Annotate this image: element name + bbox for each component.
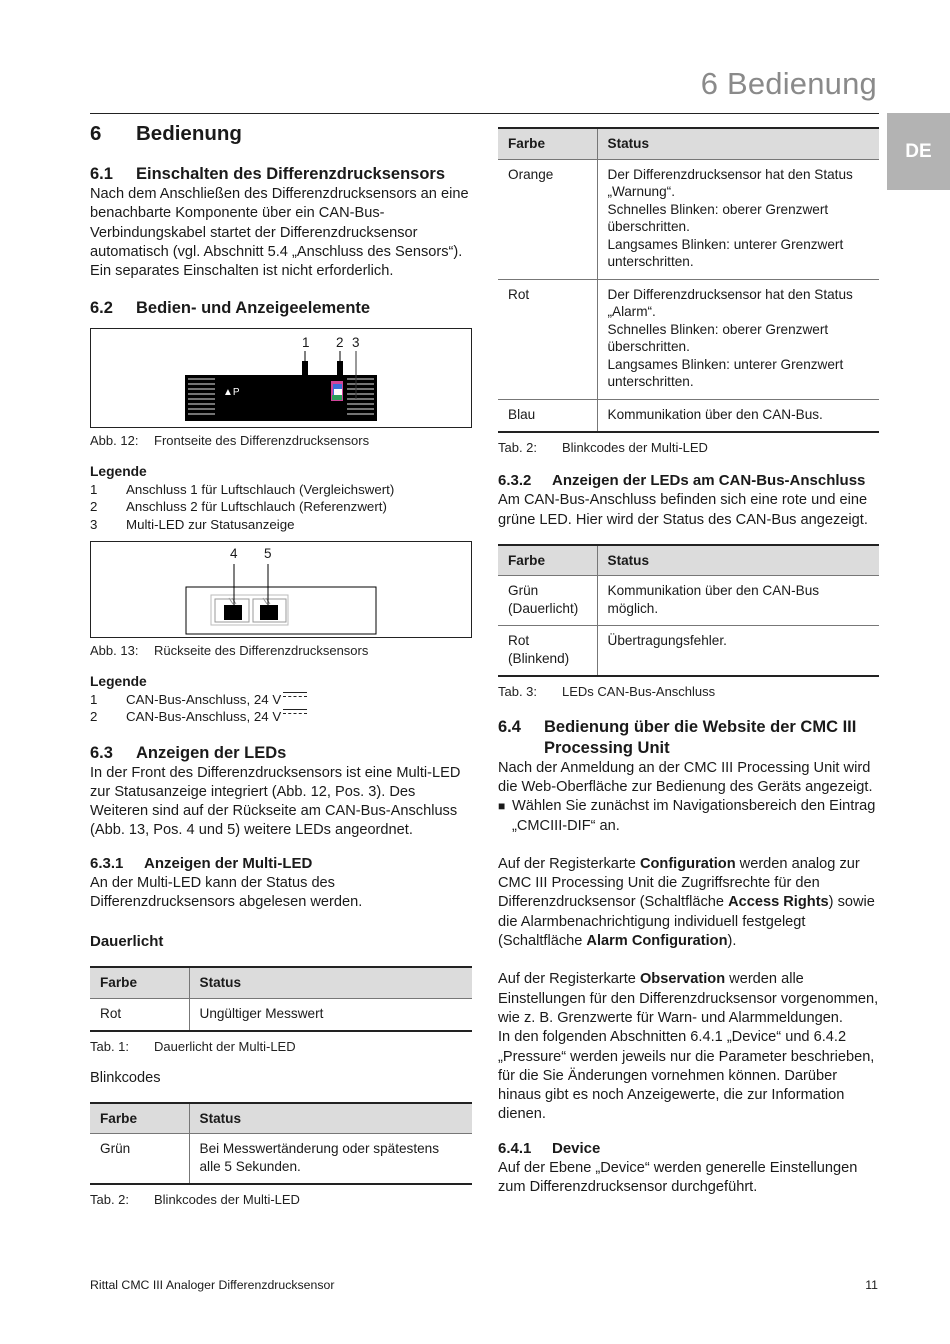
table-row <box>498 576 879 626</box>
section-title: Device <box>552 1139 601 1157</box>
sensor-rear-drawing <box>91 542 471 637</box>
section-number: 6.2 <box>90 299 113 318</box>
table-row <box>498 399 879 432</box>
table-cell-status: Übertragungsfehler. <box>597 626 879 677</box>
status-line: Langsames Blinken: unterer Grenzwert unterschritten. <box>607 356 844 389</box>
legend-number: 1 <box>90 691 98 707</box>
table-cell-status: Kommunikation über den CAN-Bus möglich. <box>597 576 879 626</box>
section-title: Bedien- und Anzeigeelemente <box>136 299 371 318</box>
figure-13-rear-view <box>90 541 472 638</box>
chapter-number: 6 <box>90 122 102 145</box>
footer-document-title: Rittal CMC III Analoger Differenzdrucksensor <box>90 1278 335 1292</box>
caption-text: Blinkcodes der Multi-LED <box>562 440 708 455</box>
legend-number: 3 <box>90 516 98 532</box>
caption-label: Tab. 2: <box>90 1192 130 1208</box>
text-run: Auf der Registerkarte <box>498 855 640 872</box>
callout-5: 5 <box>264 546 272 562</box>
table-header-row <box>90 967 472 998</box>
table-1-caption <box>90 1037 472 1056</box>
legend-item <box>90 498 472 516</box>
legend-text: Anschluss 2 für Luftschlauch (Referenzwert) <box>126 499 387 515</box>
table-cell-status <box>597 159 879 279</box>
table-header-row <box>90 1103 472 1134</box>
section-number: 6.4.1 <box>498 1139 532 1157</box>
section-6-3-1-heading <box>90 854 472 874</box>
callout-2: 2 <box>336 335 344 351</box>
section-title: Bedienung über die Website der CMC III Processing Unit <box>544 717 857 757</box>
table-row <box>498 279 879 399</box>
table-cell-color: Rot (Blinkend) <box>498 626 597 677</box>
legend-text: Multi-LED zur Statusanzeige <box>126 516 295 532</box>
table-row <box>498 159 879 279</box>
table-cell-status: Ungültiger Messwert <box>189 998 472 1031</box>
table-cell-color: Grün (Dauerlicht) <box>498 576 597 626</box>
blinkcodes-heading: Blinkcodes <box>90 1069 161 1086</box>
status-line: Der Differenzdrucksensor hat den Status „Warnung“. <box>607 166 853 199</box>
rj45-port-5 <box>253 598 286 622</box>
column-header: Farbe <box>90 1103 189 1134</box>
callout-1: 1 <box>302 335 310 351</box>
rittal-logo-icon <box>331 381 343 401</box>
section-6-1-body: Nach dem Anschließen des Differenzdrucksensors an eine benachbarte Komponente über ein CAN-Bus-Verbindungskabel startet der Differenzdrucksensor automatisch (vgl. Abschnitt 5.4 „Anschluss des Sensors“). Ein separates Einschalten ist nicht erforderlich. <box>90 186 469 280</box>
ui-term-configuration: Configuration <box>639 855 736 872</box>
bullet-square-icon: ■ <box>498 799 506 814</box>
table-cell-color: Rot <box>498 279 597 399</box>
section-6-3-2-heading <box>498 471 879 491</box>
dc-voltage-icon <box>283 691 307 699</box>
legend-item <box>90 708 472 726</box>
column-header: Status <box>189 967 472 998</box>
legend-2-title: Legende <box>90 673 147 689</box>
table-cell-color: Blau <box>498 399 597 432</box>
language-tab: DE <box>887 113 950 190</box>
status-line: Schnelles Blinken: oberer Grenzwert überschritten. <box>607 201 829 234</box>
ui-term-alarm-configuration: Alarm Configuration <box>586 933 728 950</box>
caption-text: Rückseite des Differenzdrucksensors <box>154 643 369 659</box>
column-header: Status <box>597 128 879 159</box>
observation-paragraph <box>498 970 879 1028</box>
text-run: werden alle Einstellungen für den Differenzdrucksensor vorgenommen, wie z. B. Grenzwerte für Warn- und Alarmmeldungen. <box>498 971 879 1026</box>
legend-item <box>90 516 472 534</box>
callout-4: 4 <box>230 546 238 562</box>
dc-voltage-icon <box>283 708 307 716</box>
section-6-3-1-body: An der Multi-LED kann der Status des Differenzdrucksensors abgelesen werden. <box>90 874 363 911</box>
legend-item <box>90 481 472 499</box>
section-title: Anzeigen der LEDs am CAN-Bus-Anschluss <box>552 472 866 490</box>
left-column <box>90 120 472 1210</box>
instruction-bullet <box>498 797 879 836</box>
chapter-heading <box>90 120 472 148</box>
table-header-row <box>498 545 879 576</box>
table-cell-status: Kommunikation über den CAN-Bus. <box>597 399 879 432</box>
figure-12-caption <box>90 431 472 450</box>
hose-connector-2 <box>337 351 343 375</box>
legend-item <box>90 691 472 709</box>
section-6-3-body: In der Front des Differenzdrucksensors ist eine Multi-LED zur Statusanzeige integriert (Abb. 12, Pos. 3). Des Weiteren sind auf der Rückseite am CAN-Bus-Anschluss (Abb. 13, Pos. 4 und 5) weitere LEDs angeordnet. <box>90 764 461 839</box>
section-6-4-1-body: Auf der Ebene „Device“ werden generelle Einstellungen zum Differenzdrucksensor durchgeführt. <box>498 1159 858 1196</box>
text-run: ) sowie die Alarmbenachrichtigung individuell festgelegt (Schaltfläche <box>498 894 875 950</box>
section-6-3-2-body: Am CAN-Bus-Anschluss befinden sich eine rote und eine grüne LED. Hier wird der Status des CAN-Bus angezeigt. <box>498 492 868 528</box>
column-header: Status <box>189 1103 472 1134</box>
column-header: Farbe <box>498 545 597 576</box>
column-header: Farbe <box>90 967 189 998</box>
caption-label: Abb. 13: <box>90 643 139 659</box>
bullet-text: Wählen Sie zunächst im Navigationsbereich den Eintrag „CMCIII-DIF“ an. <box>512 798 876 834</box>
legend-text: Anschluss 1 für Luftschlauch (Vergleichswert) <box>126 481 395 497</box>
section-6-1-heading <box>90 164 472 185</box>
sections-paragraph: In den folgenden Abschnitten 6.4.1 „Device“ und 6.4.2 „Pressure“ werden jeweils nur die Parameter beschrieben, für die Sie Änderungen vornehmen können. Darüber hinaus gibt es noch Anzeigewerte, die zur Information dienen. <box>498 1029 875 1123</box>
table-2-caption-right <box>498 438 879 457</box>
table-row <box>90 1134 472 1185</box>
caption-label: Tab. 3: <box>498 684 538 700</box>
section-6-2-heading <box>90 298 472 319</box>
legend-1-title: Legende <box>90 463 147 479</box>
ui-term-observation: Observation <box>639 971 726 988</box>
table-cell-color: Rot <box>90 998 189 1031</box>
section-number: 6.4 <box>498 717 521 736</box>
section-title: Anzeigen der LEDs <box>136 743 287 762</box>
table-cell-color: Grün <box>90 1134 189 1185</box>
right-column <box>498 127 879 1197</box>
section-title: Anzeigen der Multi-LED <box>144 854 313 872</box>
table-cell-status <box>597 279 879 399</box>
table-row <box>498 626 879 677</box>
text-run: ). <box>727 933 737 950</box>
caption-text: Frontseite des Differenzdrucksensors <box>154 433 370 449</box>
legend-text: CAN-Bus-Anschluss, 24 V <box>126 691 282 707</box>
status-line: Langsames Blinken: unterer Grenzwert unterschritten. <box>607 236 844 269</box>
sensor-front-drawing <box>91 329 471 427</box>
section-6-4-1-heading <box>498 1139 879 1159</box>
rj45-port-4 <box>215 598 249 622</box>
dauerlicht-heading: Dauerlicht <box>90 933 164 951</box>
status-line: Der Differenzdrucksensor hat den Status „Alarm“. <box>607 286 853 319</box>
caption-label: Abb. 12: <box>90 433 139 449</box>
caption-label: Tab. 1: <box>90 1039 130 1055</box>
table-3-can-bus-leds <box>498 544 879 678</box>
column-header: Farbe <box>498 128 597 159</box>
section-number: 6.1 <box>90 165 113 183</box>
section-number: 6.3 <box>90 743 113 762</box>
caption-text: LEDs CAN-Bus-Anschluss <box>562 684 716 700</box>
page-number: 11 <box>865 1278 878 1292</box>
table-cell-status: Bei Messwertänderung oder spätestens alle 5 Sekunden. <box>189 1134 472 1185</box>
table-3-caption <box>498 682 879 701</box>
section-6-3-heading <box>90 743 472 764</box>
caption-text: Blinkcodes der Multi-LED <box>154 1192 300 1208</box>
configuration-paragraph <box>498 855 879 951</box>
figure-13-caption <box>90 641 472 660</box>
pressure-port-label: ▲P <box>223 387 240 399</box>
chapter-title: Bedienung <box>136 122 242 145</box>
legend-number: 2 <box>90 499 98 515</box>
ui-term-access-rights: Access Rights <box>728 894 829 911</box>
section-6-4-heading <box>498 717 879 759</box>
table-2-blink-codes-part-2 <box>498 127 879 433</box>
legend-number: 1 <box>90 481 98 497</box>
table-header-row <box>498 128 879 159</box>
table-1-steady-light <box>90 966 472 1032</box>
figure-12-front-view <box>90 328 472 428</box>
text-run: werden analog zur CMC III Processing Unit die Zugriffsrechte für den Differenzdrucksensor (Schaltfläche <box>498 855 860 911</box>
header-rule <box>90 113 879 114</box>
hose-connector-1 <box>302 351 308 375</box>
table-cell-color: Orange <box>498 159 597 279</box>
section-title: Einschalten des Differenzdrucksensors <box>136 165 446 183</box>
table-row <box>90 998 472 1031</box>
running-header-title: 6 Bedienung <box>700 66 877 101</box>
callout-3: 3 <box>352 335 360 351</box>
text-run: Auf der Registerkarte <box>498 971 640 988</box>
caption-text: Dauerlicht der Multi-LED <box>154 1039 296 1055</box>
legend-number: 2 <box>90 709 98 725</box>
section-6-4-body: Nach der Anmeldung an der CMC III Processing Unit wird die Web-Oberfläche zur Bedienung des Geräts angezeigt. <box>498 759 873 795</box>
section-number: 6.3.2 <box>498 472 532 490</box>
section-number: 6.3.1 <box>90 854 124 872</box>
table-2-blink-codes-part-1 <box>90 1102 472 1186</box>
column-header: Status <box>597 545 879 576</box>
table-2-caption-left <box>90 1190 472 1209</box>
legend-text: CAN-Bus-Anschluss, 24 V <box>126 709 282 725</box>
status-line: Schnelles Blinken: oberer Grenzwert überschritten. <box>607 321 829 354</box>
caption-label: Tab. 2: <box>498 440 538 455</box>
